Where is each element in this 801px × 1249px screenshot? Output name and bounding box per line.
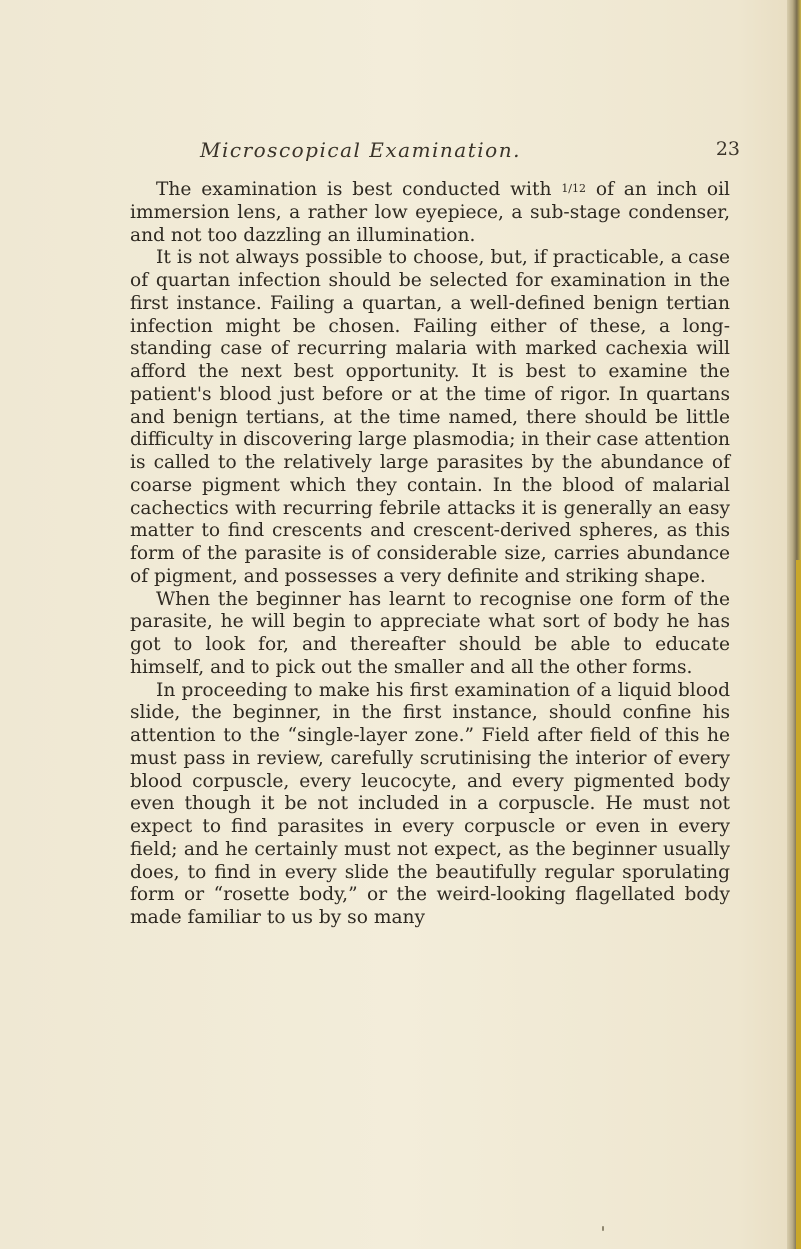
page-number: 23 — [715, 138, 740, 160]
body-text — [130, 178, 730, 930]
paper-speck — [602, 1226, 604, 1231]
paragraph-4: In proceeding to make his first examination of a liquid blood slide, the beginner, in the first instance, should confine his attention to the “single-layer zone.” Field after field of this he must pass in review, carefully scrutinising the interior of every blood corpuscle, every leucocyte, and every pigmented body even though it be not included in a corpuscle. He must not expect to find parasites in every corpuscle or even in every field; and he certainly must not expect, as the beginner usually does, to find in every slide the beautifully regular sporulating form or “rosette body,” or the weird-looking flagellated body made familiar to us by so many — [130, 679, 730, 928]
page-header — [200, 138, 740, 168]
running-head: Microscopical Examination. — [200, 138, 521, 162]
paragraph-3: When the beginner has learnt to recognise one form of the parasite, he will begin to appreciate what sort of body he has got to look for, and thereafter should be able to educate himself, and to pick out the smaller and all the other forms. — [130, 588, 730, 678]
fraction: 1/12 — [561, 182, 587, 195]
paragraph-1 — [130, 178, 730, 247]
page-edge-gilt — [796, 560, 801, 1249]
paragraph-2: It is not always possible to choose, but, if practicable, a case of quartan infection should be selected for examination in the first instance. Failing a quartan, a well-defined benign tertian infection might be chosen. Failing either of these, a long-standing case of recurring malaria with marked cachexia will afford the next best opportunity. It is best to examine the patient's blood just before or at the time of rigor. In quartans and benign tertians, at the time named, there should be little difficulty in discovering large plasmodia; in their case attention is called to the relatively large parasites by the abundance of coarse pigment which they contain. In the blood of malarial cachectics with recurring febrile attacks it is generally an easy matter to find crescents and crescent-derived spheres, as this form of the parasite is of considerable size, carries abundance of pigment, and possesses a very definite and striking shape. — [130, 247, 730, 587]
paragraph-1-text-start: The examination is best conducted with — [156, 179, 562, 200]
paragraph-1-text-end: of an inch oil immersion lens, a rather low eyepiece, a sub-stage condenser, and not too dazzling an illumination. — [130, 179, 730, 246]
